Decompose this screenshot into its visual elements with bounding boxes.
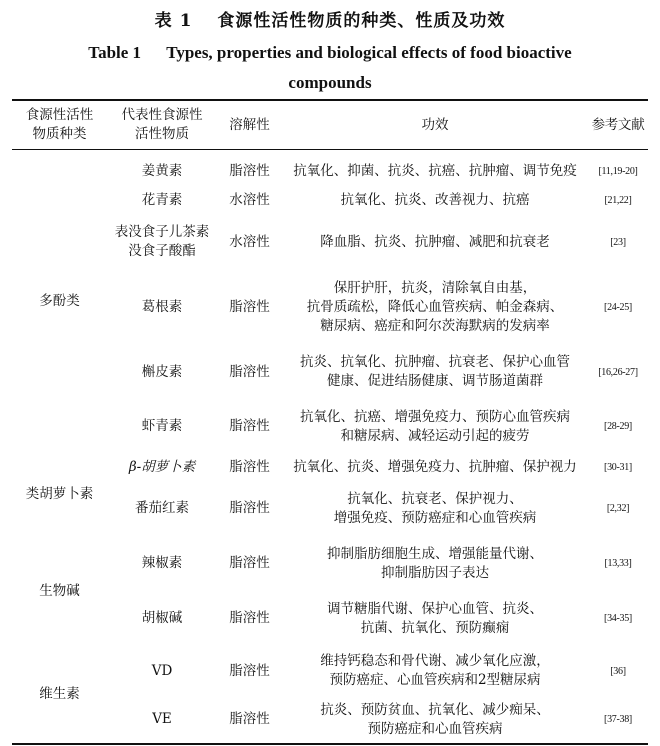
table-row-effects: 保肝护肝，抗炎，清除氧自由基， 抗骨质疏松，降低心血管疾病、帕金森病、 糖尿病、癌症和阿尔茨海默病的发病率 (306, 279, 564, 334)
table-row-refs: [23] (610, 236, 626, 248)
header-effects: 功效 (421, 116, 449, 133)
table-row-compound: VD (151, 662, 173, 679)
table-row-effects: 抗氧化、抗衰老、保护视力、 增强免疫、预防癌症和心血管疾病 (333, 490, 537, 526)
table-row-effects: 抗氧化、抗炎、增强免疫力、抗肿瘤、保护视力 (293, 458, 577, 475)
table-row-effects: 调节糖脂代谢、保护心血管、抗炎、 抗菌、抗氧化、预防癫痫 (327, 600, 543, 636)
table-row-compound: β-胡萝卜素 (128, 458, 196, 475)
table-row-compound: 姜黄素 (141, 162, 183, 179)
table-title-cn: 表 1 食源性活性物质的种类、性质及功效 (154, 11, 506, 31)
table-row-compound: 槲皮素 (141, 363, 183, 380)
table-row-compound: 辣椒素 (141, 555, 183, 571)
table-row-effects: 维持钙稳态和骨代谢、减少氧化应激， 预防癌症、心血管疾病和2型糖尿病 (320, 653, 550, 688)
table-row-refs: [37-38] (604, 714, 632, 725)
header-solubility: 溶解性 (229, 116, 270, 133)
table-row-solubility: 水溶性 (229, 233, 270, 250)
table-title-en: Table 1 Types, properties and biological effects of food bioactive compounds (88, 43, 572, 92)
table-row-effects: 抗氧化、抑菌、抗炎、抗癌、抗肿瘤、调节免疫 (293, 162, 577, 179)
table-row-compound: 番茄红素 (135, 500, 189, 516)
table-row-solubility: 脂溶性 (229, 298, 270, 315)
table-row-solubility: 脂溶性 (229, 555, 270, 571)
table-row-refs: [21,22] (604, 194, 632, 206)
table-row-refs: [16,26-27] (598, 366, 638, 378)
table-row-refs: [11,19-20] (598, 165, 638, 177)
table-row-solubility: 脂溶性 (229, 662, 270, 679)
table-row-effects: 抗氧化、抗炎、改善视力、抗癌 (340, 191, 530, 208)
table-row-solubility: 脂溶性 (229, 500, 270, 516)
table-row-compound: 花青素 (141, 191, 183, 208)
group-alkaloids: 生物碱 (39, 582, 80, 599)
header-refs: 参考文献 (591, 116, 645, 133)
table-row-compound: 表没食子儿茶素 没食子酸酯 (114, 224, 210, 259)
table-row-compound: 胡椒碱 (141, 610, 183, 626)
header-rule (12, 149, 648, 150)
table-row-solubility: 脂溶性 (229, 458, 270, 475)
header-compound: 代表性食源性 活性物质 (121, 107, 203, 142)
table-row-solubility: 脂溶性 (229, 418, 270, 434)
table-row-refs: [36] (610, 665, 626, 677)
table-row-refs: [13,33] (604, 558, 632, 569)
table-row-solubility: 脂溶性 (229, 162, 270, 179)
group-carotenoids: 类胡萝卜素 (25, 486, 94, 502)
table-row-refs: [28-29] (604, 421, 632, 432)
table-row-solubility: 脂溶性 (229, 711, 270, 727)
header-category: 食源性活性 物质种类 (25, 107, 94, 142)
table-row-refs: [30-31] (604, 461, 632, 473)
table-row-compound: 虾青素 (141, 418, 183, 434)
table-row-effects: 抗炎、抗氧化、抗肿瘤、抗衰老、保护心血管 健康、促进结肠健康、调节肠道菌群 (300, 354, 570, 389)
table-row-effects: 降血脂、抗炎、抗肿瘤、减肥和抗衰老 (320, 233, 550, 250)
table-row-solubility: 脂溶性 (229, 363, 270, 380)
table-row-solubility: 水溶性 (229, 191, 270, 208)
table-row-effects: 抑制脂肪细胞生成、增强能量代谢、 抑制脂肪因子表达 (327, 545, 543, 581)
group-vitamins: 维生素 (39, 686, 80, 702)
table-row-compound: VE (152, 711, 172, 727)
bottom-rule (12, 743, 648, 745)
table-row-refs: [2,32] (606, 503, 630, 514)
table-row-refs: [24-25] (604, 301, 632, 313)
table-row-solubility: 脂溶性 (229, 610, 270, 626)
table-row-refs: [34-35] (604, 613, 632, 624)
table-row-compound: 葛根素 (141, 298, 183, 315)
group-polyphenols: 多酚类 (39, 293, 80, 309)
table-row-effects: 抗氧化、抗癌、增强免疫力、预防心血管疾病 和糖尿病、减轻运动引起的疲劳 (300, 408, 570, 444)
table-row-effects: 抗炎、预防贫血、抗氧化、减少痴呆、 预防癌症和心血管疾病 (320, 701, 550, 737)
